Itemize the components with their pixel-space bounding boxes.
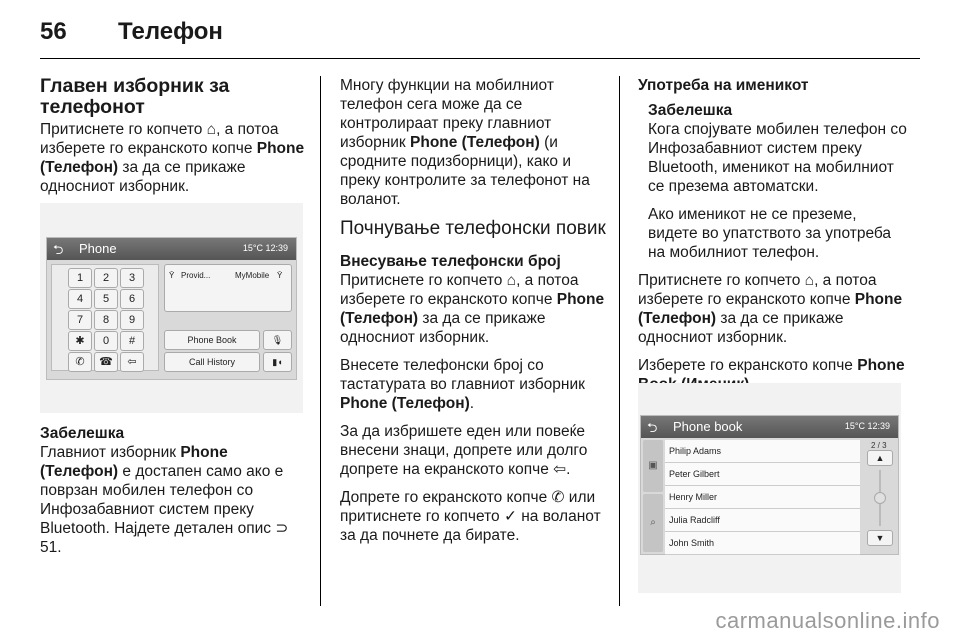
screen-titlebar xyxy=(47,238,296,260)
subheading: Внесување телефонски број xyxy=(340,253,561,270)
battery-icon: Ȳ xyxy=(277,271,283,280)
key-1: 1 xyxy=(68,268,92,288)
contact-icon: ▣ xyxy=(643,440,663,492)
key-9: 9 xyxy=(120,310,144,330)
key-3: 3 xyxy=(120,268,144,288)
search-icon: ⌕ xyxy=(643,494,663,552)
back-icon: ⮌ xyxy=(53,242,64,257)
status-readout: 15°C 12:39 xyxy=(844,421,890,431)
provider-label: Provid... xyxy=(181,271,211,280)
key-star: ✱ xyxy=(68,331,92,351)
screen-titlebar xyxy=(641,416,898,438)
call-history-button: Call History xyxy=(164,352,260,372)
call-icon: ✆ xyxy=(68,352,92,372)
home-icon: ⌂ xyxy=(206,121,217,138)
phonebook-screen xyxy=(640,415,899,555)
home-icon: ⌂ xyxy=(506,272,517,289)
screen-title: Phone book xyxy=(673,419,743,434)
paragraph: Многу функции на мобилниот телефон сега може да се контролираат преку главниот изборник Phone (Телефон) (и сродните подизборници), како и преку контролите за телефонот на воланот. xyxy=(340,77,590,208)
phone-screen xyxy=(46,237,297,380)
keypad xyxy=(51,264,159,371)
note-block xyxy=(40,424,308,566)
contact-row: Julia Radcliff xyxy=(665,509,860,532)
key-5: 5 xyxy=(94,289,118,309)
paragraph: За да избришете еден или повеќе внесени знаци, допрете или долго допрете на екранското копче ⇦. xyxy=(340,423,588,478)
page-number: 56 xyxy=(40,18,67,45)
key-hash: # xyxy=(120,331,144,351)
key-4: 4 xyxy=(68,289,92,309)
backspace-icon: ⇦ xyxy=(120,352,144,372)
key-0: 0 xyxy=(94,331,118,351)
home-icon: ⌂ xyxy=(804,272,815,289)
paragraph: Внесете телефонски број со тастатурата во главниот изборник Phone (Телефон). xyxy=(340,357,585,412)
header-divider xyxy=(40,58,920,59)
key-6: 6 xyxy=(120,289,144,309)
paragraph: Допрете го екранското копче ✆ или притиснете го копчето ✓ на воланот за да почнете да бирате. xyxy=(340,489,601,544)
contact-row: Philip Adams xyxy=(665,440,860,463)
column-divider xyxy=(619,76,620,606)
scroll-up-icon: ▲ xyxy=(867,450,893,466)
scrollbar-thumb xyxy=(874,492,886,504)
phone-book-button: Phone Book xyxy=(164,330,260,350)
reference-icon: ⊃ 51. xyxy=(40,520,289,556)
phone-screen-image xyxy=(40,203,303,413)
handset-icon: ▮◖ xyxy=(263,352,292,372)
signal-icon: Ȳ xyxy=(169,271,175,280)
page-title: Телефон xyxy=(118,18,223,45)
section-heading: Главен изборник за телефонот xyxy=(40,75,230,118)
note-text: Кога спојувате мобилен телефон со Инфозабавниот систем преку Bluetooth, именикот на мобилниот се презема автоматски. xyxy=(648,121,907,195)
contact-row: Henry Miller xyxy=(665,486,860,509)
contact-row: John Smith xyxy=(665,532,860,555)
key-7: 7 xyxy=(68,310,92,330)
paragraph: Изберете го екранското копче Phone xyxy=(638,357,905,374)
column-3 xyxy=(638,76,908,403)
mute-icon: 🎙 xyxy=(263,330,292,350)
note-text: Главниот изборник Phone (Телефон) е достапен само ако е поврзан мобилен телефон со Инфозабавниот систем преку Bluetooth. Најдете детален опис ⊃ 51. xyxy=(40,444,289,556)
contact-row: Peter Gilbert xyxy=(665,463,860,486)
watermark: carmanualsonline.info xyxy=(715,608,940,633)
note-block xyxy=(638,101,908,262)
note-text: Ако именикот не се преземе, видете во упатството за употреба на мобилниот телефон. xyxy=(648,206,892,261)
hangup-icon: ☎ xyxy=(94,352,118,372)
device-panel xyxy=(164,264,292,312)
page-indicator: 2 / 3 xyxy=(871,441,887,450)
device-label: MyMobile xyxy=(235,271,270,280)
phonebook-screen-image xyxy=(638,383,901,593)
screen-title: Phone xyxy=(79,241,117,256)
column-1 xyxy=(40,76,308,205)
paragraph: Притиснете го копчето ⌂, а потоа изберете го екранското копче Phone (Телефон) за да се прикаже односниот изборник. xyxy=(40,121,305,195)
note-title: Забелешка xyxy=(40,425,125,442)
key-2: 2 xyxy=(94,268,118,288)
column-divider xyxy=(320,76,321,606)
status-readout: 15°C 12:39 xyxy=(242,243,288,253)
key-8: 8 xyxy=(94,310,118,330)
back-icon: ⮌ xyxy=(647,420,658,435)
paragraph: Притиснете го копчето ⌂, а потоа изберете го екранското копче Phone (Телефон) за да се прикаже односниот изборник. xyxy=(638,272,903,346)
column-2 xyxy=(340,76,608,554)
section-heading: Употреба на именикот xyxy=(638,77,809,94)
page-header xyxy=(40,18,920,58)
note-title: Забелешка xyxy=(648,102,733,119)
section-heading: Почнување телефонски повик xyxy=(340,218,606,239)
paragraph: Притиснете го копчето ⌂, а потоа изберете го екранското копче Phone (Телефон) за да се прикаже односниот изборник. xyxy=(340,272,605,346)
scroll-down-icon: ▼ xyxy=(867,530,893,546)
